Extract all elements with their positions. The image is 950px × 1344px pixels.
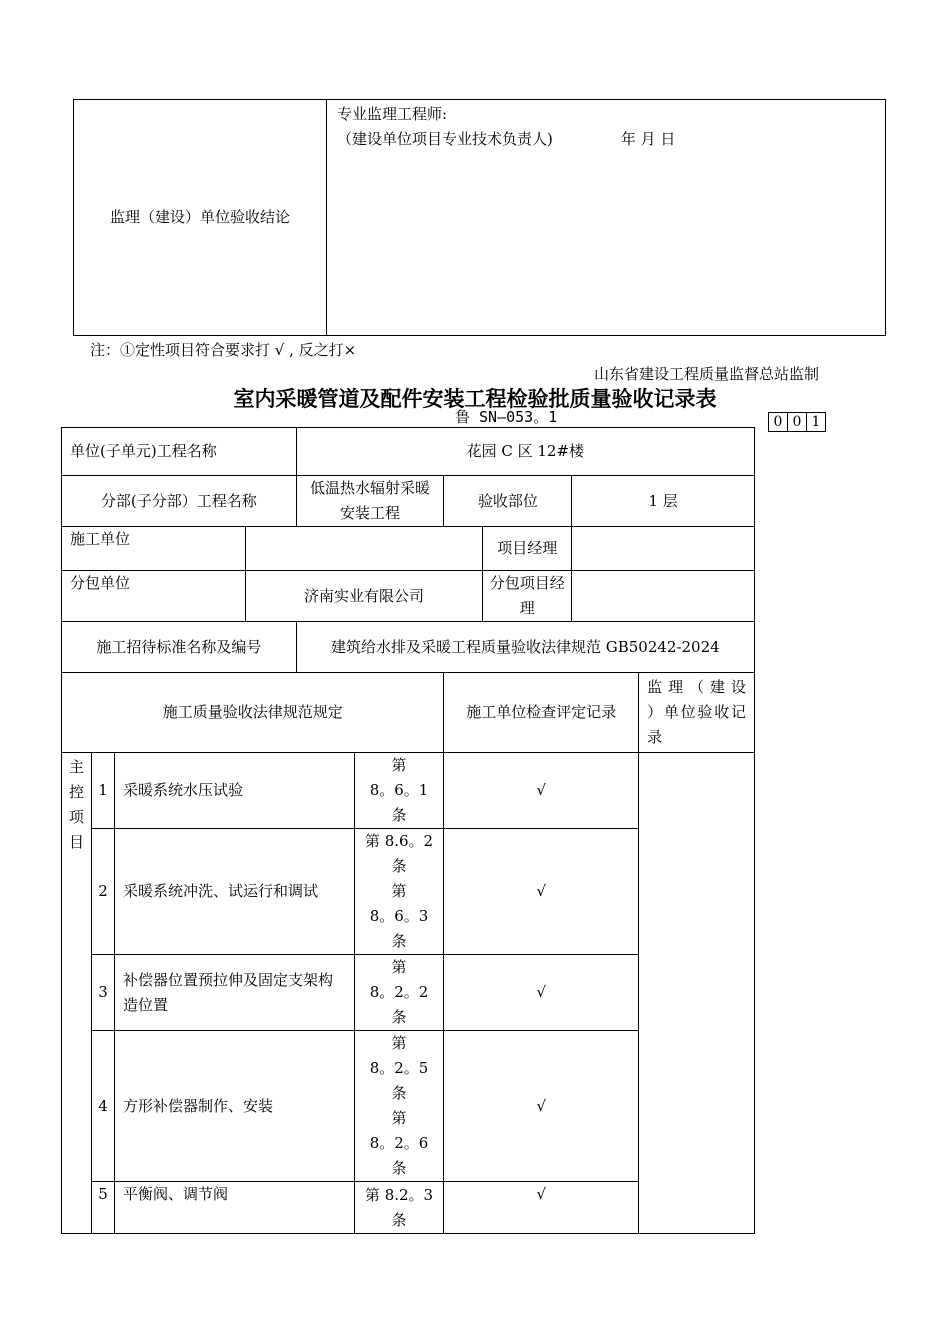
item-standard — [354, 829, 444, 955]
std-line: 第 8.6。2 — [364, 832, 434, 850]
column-header-row — [62, 673, 755, 753]
item-name: 采暖系统水压试验 — [114, 753, 354, 829]
spec-column-header: 施工质量验收法律规范规定 — [62, 673, 444, 753]
division-value: 低温热水辐射采暖安装工程 — [296, 476, 444, 527]
division-label: 分部(子分部）工程名称 — [62, 476, 297, 527]
std-line: 8。6。1 — [369, 781, 429, 799]
conclusion-label: 监理（建设）单位验收结论 — [74, 100, 327, 336]
item-number: 3 — [91, 955, 114, 1031]
serial-digit: 0 — [769, 413, 788, 432]
std-line: 条 — [391, 932, 407, 950]
location-value: 1 层 — [572, 476, 755, 527]
subcontractor-row — [62, 571, 755, 622]
form-code: 鲁 SN—053。1 — [455, 408, 558, 426]
std-line: 条 — [391, 1159, 407, 1177]
std-line: 第 — [391, 1034, 407, 1052]
item-name: 方形补偿器制作、安装 — [114, 1031, 354, 1182]
unit-name-label: 单位(子单元)工程名称 — [62, 428, 297, 476]
item-standard — [354, 955, 444, 1031]
standard-row — [62, 622, 755, 673]
page-title: 室内采暖管道及配件安装工程检验批质量验收记录表 — [233, 387, 717, 411]
item-standard — [354, 753, 444, 829]
std-line: 8。2。2 — [369, 983, 429, 1001]
std-line: 8。6。3 — [369, 907, 429, 925]
item-standard — [354, 1182, 444, 1234]
check-mark: √ — [444, 753, 639, 829]
item-row — [62, 753, 755, 829]
std-line: 8。2。5 — [369, 1059, 429, 1077]
subcontractor-value: 济南实业有限公司 — [245, 571, 483, 622]
conclusion-table — [73, 99, 886, 336]
std-line: 条 — [391, 857, 407, 875]
inspection-table — [61, 427, 755, 1234]
std-line: 第 8.2。3 — [364, 1185, 434, 1204]
subcontractor-label: 分包单位 — [62, 571, 246, 622]
contractor-row — [62, 527, 755, 571]
item-standard — [354, 1031, 444, 1182]
pm-value — [572, 527, 755, 571]
supervise-record — [639, 753, 755, 1234]
check-mark: √ — [444, 829, 639, 955]
std-line: 第 — [391, 756, 407, 774]
contractor-label: 施工单位 — [62, 527, 246, 571]
supervise-column-header: 监 理 （ 建 设 ）单位验收记录 — [639, 673, 755, 753]
std-line: 第 — [391, 1109, 407, 1127]
serial-digit: 1 — [807, 413, 826, 432]
sub-pm-value — [572, 571, 755, 622]
category-label: 主控项目 — [62, 753, 92, 1234]
std-line: 条 — [391, 1084, 407, 1102]
standard-label: 施工招待标准名称及编号 — [62, 622, 297, 673]
location-label: 验收部位 — [444, 476, 572, 527]
note-text: 注：①定性项目符合要求打 √ , 反之打× — [90, 341, 357, 359]
item-number: 5 — [91, 1182, 114, 1234]
owner-label: （建设单位项目专业技术负责人) — [337, 130, 553, 148]
check-mark: √ — [444, 1182, 639, 1234]
serial-digit: 0 — [788, 413, 807, 432]
item-number: 4 — [91, 1031, 114, 1182]
std-line: 8。2。6 — [369, 1134, 429, 1152]
conclusion-content — [327, 100, 886, 336]
std-line: 条 — [391, 806, 407, 824]
unit-name-value: 花园 C 区 12#楼 — [296, 428, 754, 476]
check-column-header: 施工单位检查评定记录 — [444, 673, 639, 753]
item-number: 1 — [91, 753, 114, 829]
sub-pm-label: 分包项目经理 — [483, 571, 572, 622]
std-line: 第 — [391, 882, 407, 900]
std-line: 第 — [391, 958, 407, 976]
check-mark: √ — [444, 955, 639, 1031]
date-label: 年 月 日 — [620, 130, 676, 148]
item-name: 平衡阀、调节阀 — [114, 1182, 354, 1234]
check-mark: √ — [444, 1031, 639, 1182]
owner-line — [337, 127, 875, 152]
engineer-line: 专业监理工程师: — [337, 105, 448, 123]
item-name: 补偿器位置预拉伸及固定支架构造位置 — [114, 955, 354, 1031]
item-name: 采暖系统冲洗、试运行和调试 — [114, 829, 354, 955]
standard-value: 建筑给水排及采暖工程质量验收法律规范 GB50242-2024 — [296, 622, 754, 673]
unit-name-row — [62, 428, 755, 476]
serial-number-boxes — [768, 412, 826, 432]
issuer-text: 山东省建设工程质量监督总站监制 — [594, 365, 820, 383]
contractor-value — [245, 527, 483, 571]
division-row — [62, 476, 755, 527]
pm-label: 项目经理 — [483, 527, 572, 571]
std-line: 条 — [391, 1210, 407, 1229]
item-number: 2 — [91, 829, 114, 955]
std-line: 条 — [391, 1008, 407, 1026]
